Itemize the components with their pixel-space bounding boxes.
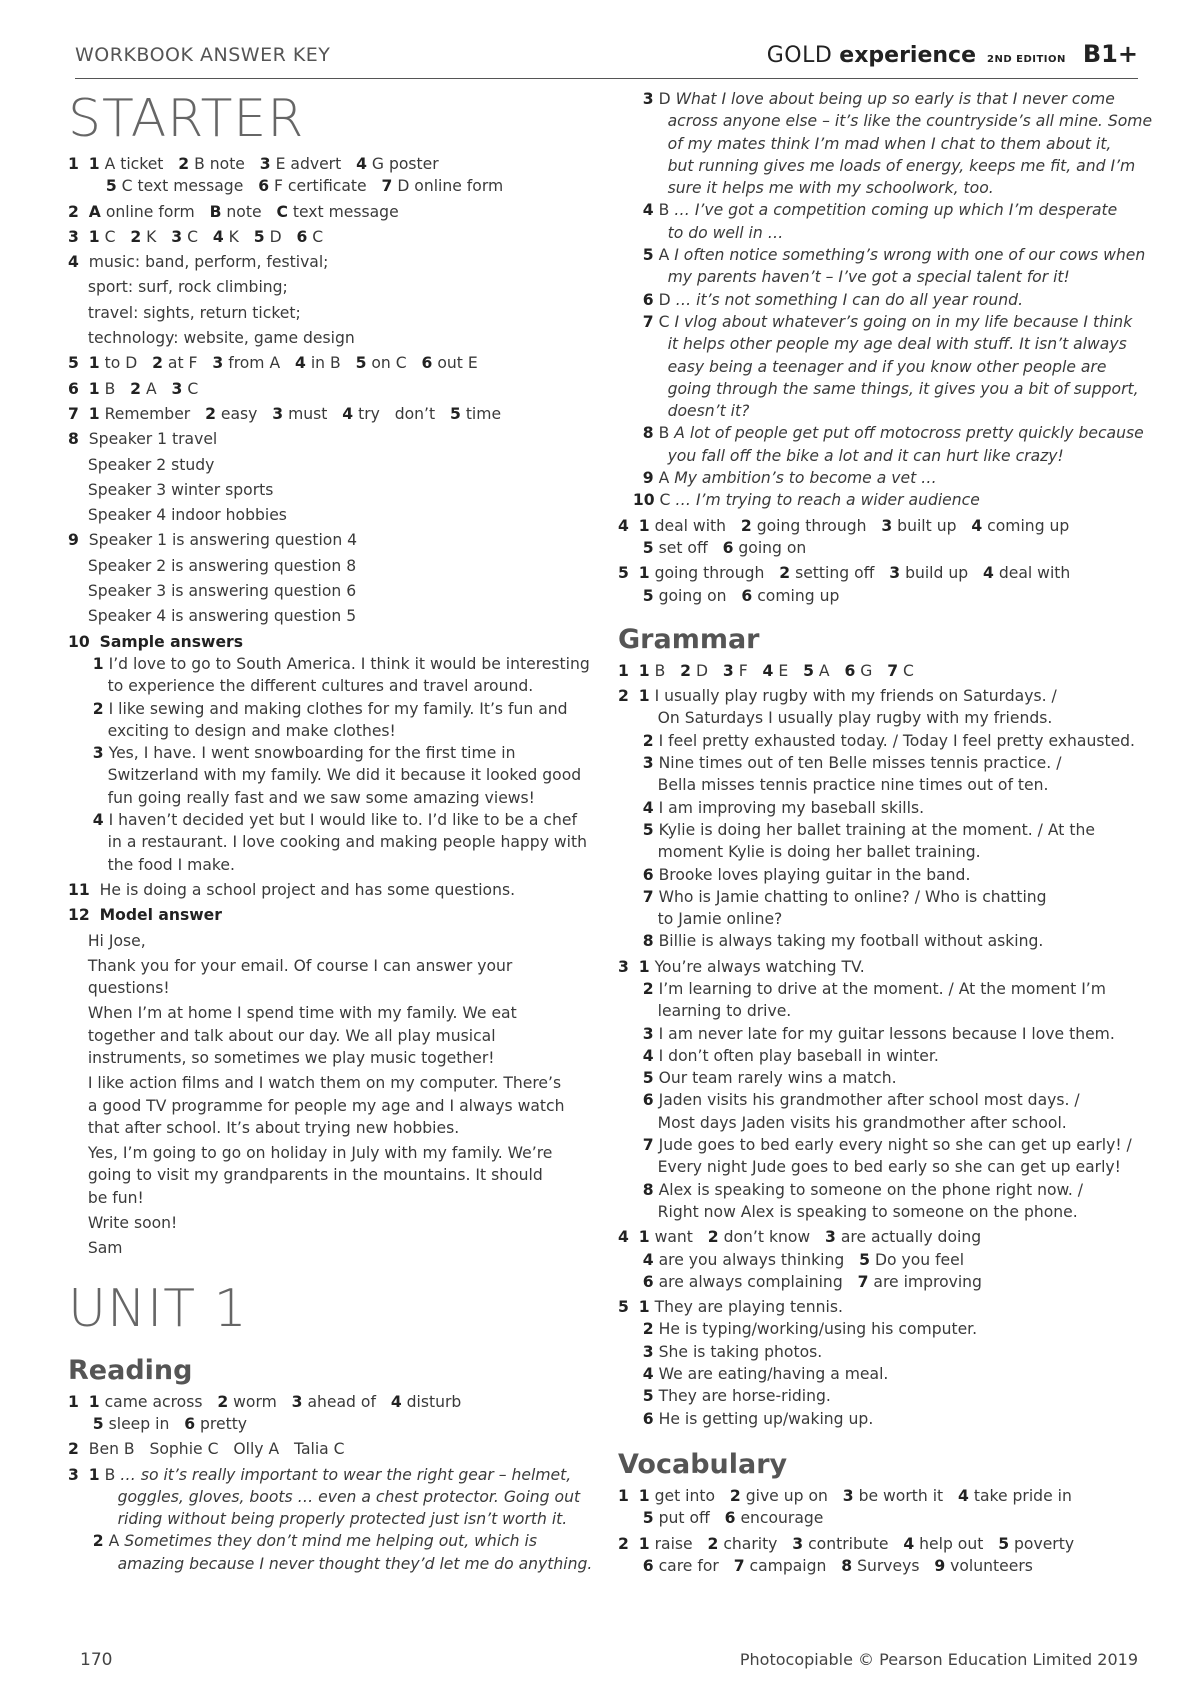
answer-line: 4 I am improving my baseball skills. <box>642 798 925 817</box>
answer-line: 2 I like sewing and making clothes for my family. It’s fun and <box>92 699 568 718</box>
answer-line: Every night Jude goes to bed early so she can get up early! <box>618 1158 1121 1177</box>
answer-line: 5 1 They are playing tennis. <box>618 1298 843 1317</box>
answer-line: 2 Ben B Sophie C Olly A Talia C <box>68 1440 345 1459</box>
answer-line: 7 Jude goes to bed early every night so she can get up early! / <box>642 1136 1132 1155</box>
answer-line: 7 Who is Jamie chatting to online? / Who is chatting <box>642 887 1047 906</box>
answer-line: 4 B … I’ve got a competition coming up which I’m desperate <box>642 201 1118 220</box>
answer-line: 1 I’d love to go to South America. I think it would be interesting <box>92 654 590 673</box>
brand-gold: GOLD <box>766 43 833 68</box>
answer-line: Speaker 2 is answering question 8 <box>68 556 357 575</box>
answer-line: 4 I haven’t decided yet but I would like to. I’d like to be a chef <box>92 811 577 830</box>
answer-line: 7 C I vlog about whatever’s going on in my life because I think <box>642 312 1133 331</box>
answer-line: together and talk about our day. We all play musical <box>68 1026 496 1045</box>
answer-line: I like action films and I watch them on my computer. There’s <box>68 1074 562 1093</box>
answer-line: When I’m at home I spend time with my family. We eat <box>68 1004 517 1023</box>
answer-line: 6 are always complaining 7 are improving <box>642 1272 982 1291</box>
answer-line: 10 C … I’m trying to reach a wider audience <box>632 491 980 510</box>
answer-line: it helps other people my age deal with stuff. It isn’t always <box>667 335 1127 354</box>
page-number: 170 <box>80 1650 113 1670</box>
answer-line: 3 1 B … so it’s really important to wear the right gear – helmet, <box>68 1465 572 1484</box>
answer-line: Speaker 3 is answering question 6 <box>68 582 357 601</box>
answer-line: 3 She is taking photos. <box>642 1342 823 1361</box>
answer-line: 2 I’m learning to drive at the moment. / At the moment I’m <box>642 979 1106 998</box>
section-heading: Vocabulary <box>618 1448 788 1480</box>
answer-line: 4 1 want 2 don’t know 3 are actually doing <box>618 1228 982 1247</box>
answer-line: 5 A I often notice something’s wrong with one of our cows when <box>642 246 1146 265</box>
answer-line: 6 Brooke loves playing guitar in the band. <box>642 865 971 884</box>
answer-line: 6 Jaden visits his grandmother after school most days. / <box>642 1091 1080 1110</box>
answer-line: Switzerland with my family. We did it because it looked good <box>68 766 582 785</box>
answer-line: 4 I don’t often play baseball in winter. <box>642 1046 939 1065</box>
answer-line: Right now Alex is speaking to someone on the phone. <box>618 1202 1078 1221</box>
answer-line: in a restaurant. I love cooking and making people happy with <box>68 833 587 852</box>
answer-line: but running gives me loads of energy, keeps me fit, and I’m <box>667 156 1136 175</box>
answer-line: 2 I feel pretty exhausted today. / Today I feel pretty exhausted. <box>642 731 1136 750</box>
answer-line: 8 B A lot of people get put off motocross pretty quickly because <box>642 424 1144 443</box>
brand-logo <box>767 40 1138 68</box>
unit-heading: STARTER <box>68 89 305 149</box>
answer-line: exciting to design and make clothes! <box>68 721 396 740</box>
answer-line: 5 C text message 6 F certificate 7 D online form <box>105 177 504 196</box>
answer-line: 2 A online form B note C text message <box>68 202 399 221</box>
answer-line: 10 Sample answers <box>68 632 243 651</box>
brand-experience: experience <box>839 43 977 68</box>
answer-line: 3 D What I love about being up so early is that I never come <box>642 90 1115 108</box>
answer-line: 5 Kylie is doing her ballet training at the moment. / At the <box>642 820 1095 839</box>
answer-line: sure it helps me with my schoolwork, too. <box>667 179 994 198</box>
answer-line: 1 1 A ticket 2 B note 3 E advert 4 G poster <box>68 155 439 173</box>
copyright-notice: Photocopiable © Pearson Education Limited 2019 <box>739 1650 1138 1669</box>
answer-line: 4 We are eating/having a meal. <box>642 1365 889 1384</box>
answer-line: Most days Jaden visits his grandmother after school. <box>618 1113 1067 1132</box>
answer-line: 1 1 get into 2 give up on 3 be worth it 4 take pride in <box>618 1486 1072 1505</box>
answer-line: to do well in … <box>667 223 784 242</box>
answer-line: that after school. It’s about trying new hobbies. <box>68 1118 460 1137</box>
left-column <box>68 88 593 1575</box>
answer-line: Speaker 2 study <box>68 455 215 474</box>
answer-line: 5 sleep in 6 pretty <box>92 1414 248 1433</box>
answer-line: 6 D … it’s not something I can do all year round. <box>642 290 1024 309</box>
answer-line: 3 1 You’re always watching TV. <box>618 957 865 976</box>
answer-line: instruments, so sometimes we play music together! <box>68 1048 495 1067</box>
answer-line: questions! <box>68 979 170 998</box>
answer-line: a good TV programme for people my age and I always watch <box>68 1096 565 1115</box>
answer-line: 2 A Sometimes they don’t mind me helping out, which is <box>92 1532 537 1551</box>
answer-line: 4 music: band, perform, festival; <box>68 253 329 272</box>
header-rule <box>75 78 1138 79</box>
unit-heading: UNIT 1 <box>68 1278 248 1339</box>
answer-line: the food I make. <box>68 855 235 874</box>
answer-line: 5 They are horse-riding. <box>642 1387 831 1406</box>
answer-line: 5 set off 6 going on <box>642 538 807 557</box>
answer-line: 8 Speaker 1 travel <box>68 430 218 449</box>
answer-line: riding without being properly protected just isn’t worth it. <box>117 1510 568 1529</box>
answer-line: technology: website, game design <box>68 329 355 348</box>
answer-line: 5 put off 6 encourage <box>642 1509 824 1528</box>
answer-line: 5 1 going through 2 setting off 3 build up 4 deal with <box>618 564 1071 583</box>
answer-line: 3 Nine times out of ten Belle misses tennis practice. / <box>642 754 1062 773</box>
answer-line: Bella misses tennis practice nine times out of ten. <box>618 776 1049 795</box>
answer-line: 5 Our team rarely wins a match. <box>642 1069 897 1088</box>
answer-line: sport: surf, rock climbing; <box>68 278 288 297</box>
answer-line: 3 1 C 2 K 3 C 4 K 5 D 6 C <box>68 227 324 246</box>
answer-line: doesn’t it? <box>667 402 750 421</box>
answer-line: 1 1 B 2 D 3 F 4 E 5 A 6 G 7 C <box>618 661 914 680</box>
answer-line: On Saturdays I usually play rugby with my friends. <box>618 709 1053 728</box>
answer-line: amazing because I never thought they’d let me do anything. <box>117 1554 593 1573</box>
answer-line: 1 1 came across 2 worm 3 ahead of 4 disturb <box>68 1392 462 1411</box>
answer-line: Sam <box>68 1239 123 1258</box>
answer-line: 11 He is doing a school project and has some questions. <box>68 880 516 899</box>
answer-line: going through the same things, it gives you a bit of support, <box>667 379 1139 398</box>
answer-line: 5 1 to D 2 at F 3 from A 4 in B 5 on C 6 out E <box>68 354 478 373</box>
right-column <box>618 88 1153 1577</box>
answer-line: goggles, gloves, boots … even a chest protector. Going out <box>117 1487 581 1506</box>
answer-line: 2 1 raise 2 charity 3 contribute 4 help out 5 poverty <box>618 1534 1075 1553</box>
answer-line: Thank you for your email. Of course I can answer your <box>68 956 513 975</box>
answer-line: 8 Alex is speaking to someone on the phone right now. / <box>642 1180 1084 1199</box>
answer-line: easy being a teenager and if you know other people are <box>667 357 1107 376</box>
answer-line: 3 Yes, I have. I went snowboarding for the first time in <box>92 744 516 763</box>
answer-line: Speaker 4 indoor hobbies <box>68 506 287 525</box>
answer-line: 3 I am never late for my guitar lessons because I love them. <box>642 1024 1115 1043</box>
answer-line: 7 1 Remember 2 easy 3 must 4 try don’t 5 time <box>68 404 502 423</box>
answer-line: 4 1 deal with 2 going through 3 built up 4 coming up <box>618 516 1070 535</box>
answer-line: to Jamie online? <box>618 910 783 929</box>
answer-line: 2 He is typing/working/using his computer. <box>642 1320 978 1339</box>
answer-line: 2 1 I usually play rugby with my friends on Saturdays. / <box>618 687 1057 706</box>
answer-line: my parents haven’t – I’ve got a special talent for it! <box>667 268 1070 287</box>
answer-line: 6 He is getting up/waking up. <box>642 1409 874 1428</box>
answer-line: Write soon! <box>68 1214 178 1233</box>
answer-line: 12 Model answer <box>68 906 222 925</box>
answer-line: 9 A My ambition’s to become a vet … <box>642 469 937 488</box>
answer-line: 9 Speaker 1 is answering question 4 <box>68 531 358 550</box>
answer-line: fun going really fast and we saw some amazing views! <box>68 788 535 807</box>
answer-line: 5 going on 6 coming up <box>642 586 840 605</box>
answer-line: Speaker 4 is answering question 5 <box>68 607 357 626</box>
answer-line: going to visit my grandparents in the mountains. It should <box>68 1166 543 1185</box>
level-badge: B1+ <box>1082 40 1138 68</box>
section-heading: Reading <box>68 1354 193 1386</box>
answer-line: 8 Billie is always taking my football without asking. <box>642 932 1044 951</box>
answer-line: Speaker 3 winter sports <box>68 480 274 499</box>
answer-line: of my mates think I’m mad when I chat to them about it, <box>667 134 1112 153</box>
answer-line: be fun! <box>68 1188 144 1207</box>
running-header: WORKBOOK ANSWER KEY <box>75 44 331 66</box>
answer-line: across anyone else – it’s like the countryside’s all mine. Some <box>667 112 1153 131</box>
answer-line: 6 care for 7 campaign 8 Surveys 9 volunteers <box>642 1556 1033 1575</box>
brand-edition: 2ND EDITION <box>987 54 1066 65</box>
section-heading: Grammar <box>618 623 760 655</box>
answer-line: you fall off the bike a lot and it can hurt like crazy! <box>667 446 1064 465</box>
answer-line: Hi Jose, <box>68 931 146 950</box>
answer-line: Yes, I’m going to go on holiday in July with my family. We’re <box>68 1144 553 1163</box>
answer-line: learning to drive. <box>618 1002 792 1021</box>
answer-line: 6 1 B 2 A 3 C <box>68 379 199 398</box>
answer-line: to experience the different cultures and travel around. <box>68 677 534 696</box>
answer-line: 4 are you always thinking 5 Do you feel <box>642 1250 965 1269</box>
answer-line: travel: sights, return ticket; <box>68 303 301 322</box>
answer-line: moment Kylie is doing her ballet training. <box>618 843 981 862</box>
